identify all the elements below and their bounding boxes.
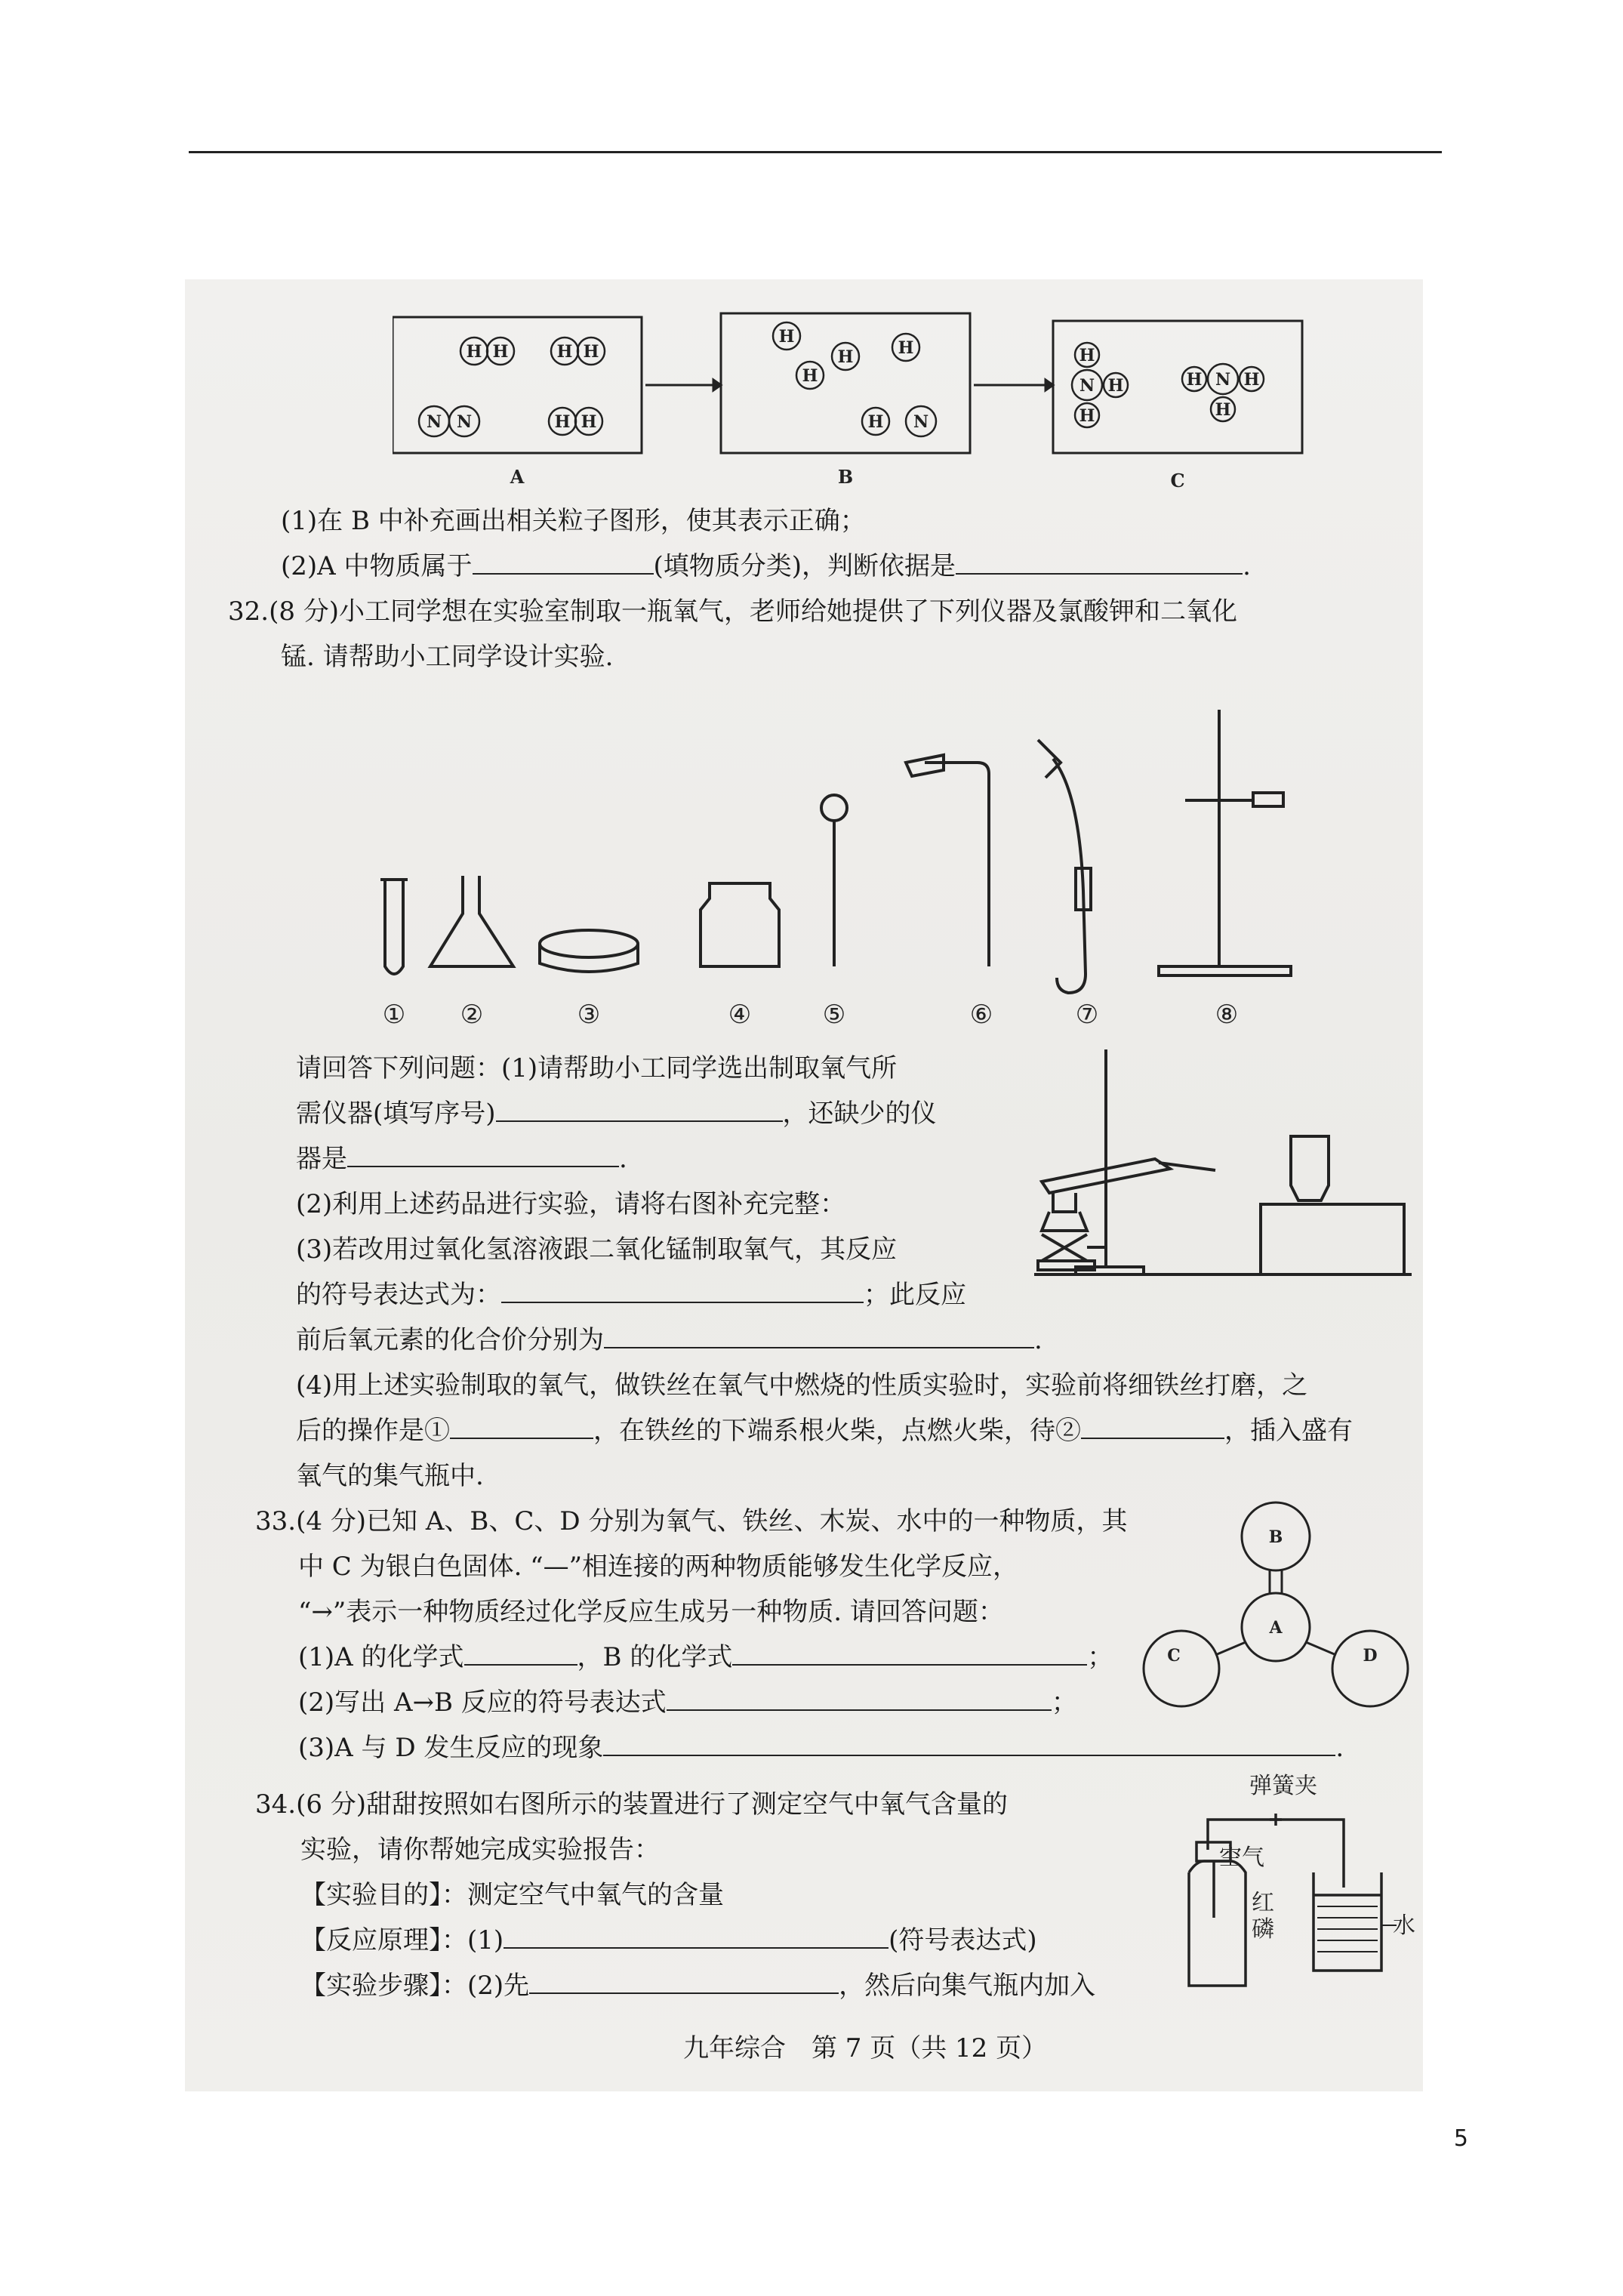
blank-a-d-phenomenon[interactable]	[603, 1729, 1335, 1756]
svg-text:H: H	[778, 327, 795, 347]
svg-text:N: N	[1079, 376, 1095, 396]
node-c: C	[1167, 1646, 1181, 1666]
q32-line-5: (3)若改用过氧化氢溶液跟二氧化锰制取氧气，其反应	[296, 1234, 898, 1265]
q32-line-7: 前后氧元素的化合价分别为 .	[296, 1321, 1042, 1359]
svg-text:H: H	[867, 412, 884, 432]
svg-text:H: H	[492, 342, 509, 362]
q32-line-8: (4)用上述实验制取的氧气，做铁丝在氧气中燃烧的性质实验时，实验前将细铁丝打磨，之	[296, 1370, 1308, 1401]
node-a: A	[1269, 1618, 1283, 1638]
svg-text:H: H	[581, 412, 597, 432]
label-8: ⑧	[1215, 1000, 1239, 1030]
svg-text:N: N	[913, 412, 929, 432]
label-water: 水	[1393, 1912, 1415, 1939]
q33-line-5: (2)写出 A→B 反应的符号表达式 ；	[298, 1684, 1077, 1721]
svg-text:H: H	[1186, 370, 1203, 390]
q31-part1: (1)在 B 中补充画出相关粒子图形，使其表示正确；	[281, 506, 866, 536]
panel-label-a: A	[510, 466, 525, 488]
node-b: B	[1268, 1527, 1283, 1547]
svg-text:H: H	[802, 366, 818, 386]
panel-label-c: C	[1170, 470, 1185, 491]
q32-line-2: 需仪器(填写序号) ，还缺少的仪	[296, 1095, 937, 1133]
svg-text:H: H	[583, 342, 599, 362]
svg-text:H: H	[1079, 346, 1095, 365]
label-clip: 弹簧夹	[1249, 1773, 1317, 1799]
heating-setup	[1034, 1049, 1412, 1284]
top-rule	[189, 151, 1442, 153]
q34-line-2: 实验，请你帮她完成实验报告：	[300, 1835, 660, 1865]
label-7: ⑦	[1075, 1000, 1099, 1030]
label-phosphorus-1: 红	[1252, 1890, 1274, 1916]
blank-a-to-b-equation[interactable]	[667, 1684, 1052, 1711]
q32-line-9: 后的操作是① ，在铁丝的下端系根火柴，点燃火柴，待② ，插入盛有	[296, 1412, 1353, 1450]
page-footer: 九年综合 第 7 页（共 12 页）	[683, 2033, 1048, 2063]
svg-text:H: H	[556, 342, 573, 362]
q33-line-3: “→”表示一种物质经过化学反应生成另一种物质. 请回答问题：	[298, 1597, 1004, 1627]
label-4: ④	[728, 1000, 752, 1030]
svg-text:N: N	[426, 412, 442, 432]
q32-line-10: 氧气的集气瓶中.	[296, 1461, 484, 1491]
svg-text:H: H	[898, 338, 914, 358]
svg-text:N: N	[456, 412, 473, 432]
q32-intro-1: 32.(8 分)小工同学想在实验室制取一瓶氧气，老师给她提供了下列仪器及氯酸钾和二氧化	[228, 596, 1238, 627]
blank-missing-instrument[interactable]	[347, 1140, 619, 1167]
svg-text:N: N	[1215, 370, 1231, 390]
molecule-diagram	[393, 302, 1344, 491]
label-2: ②	[460, 1000, 484, 1030]
blank-reaction-principle[interactable]	[504, 1922, 888, 1949]
blank-operation-1[interactable]	[450, 1412, 593, 1439]
blank-oxidation-state[interactable]	[604, 1321, 1034, 1348]
svg-text:H: H	[837, 347, 854, 367]
blank-reason[interactable]	[956, 547, 1243, 575]
q33-line-6: (3)A 与 D 发生反应的现象 .	[298, 1729, 1344, 1767]
label-1: ①	[382, 1000, 406, 1030]
q32-line-1: 请回答下列问题：(1)请帮助小工同学选出制取氧气所	[296, 1053, 898, 1083]
substance-relation-diagram	[1140, 1495, 1412, 1721]
page-number: 5	[1453, 2125, 1468, 2152]
q31-part2: (2)A 中物质属于 (填物质分类)，判断依据是 .	[281, 547, 1251, 585]
apparatus-row	[362, 695, 1344, 1034]
q32-line-4: (2)利用上述药品进行实验，请将右图补充完整：	[296, 1189, 846, 1219]
svg-text:H: H	[554, 412, 571, 432]
label-3: ③	[577, 1000, 601, 1030]
label-6: ⑥	[969, 1000, 993, 1030]
panel-label-b: B	[837, 466, 854, 488]
oxygen-content-apparatus	[1163, 1767, 1419, 1993]
q32-line-6: 的符号表达式为： ；此反应	[296, 1276, 966, 1314]
q34-line-3: 【实验目的】：测定空气中氧气的含量	[300, 1880, 724, 1910]
svg-text:H: H	[1243, 370, 1260, 390]
label-phosphorus-2: 磷	[1252, 1916, 1274, 1943]
q33-line-1: 33.(4 分)已知 A、B、C、D 分别为氧气、铁丝、木炭、水中的一种物质，其	[255, 1506, 1128, 1536]
blank-a-formula[interactable]	[464, 1638, 577, 1666]
q34-line-5: 【实验步骤】：(2)先 ，然后向集气瓶内加入	[300, 1967, 1095, 2005]
q33-line-4: (1)A 的化学式 ，B 的化学式 ；	[298, 1638, 1113, 1676]
blank-classification[interactable]	[473, 547, 654, 575]
blank-operation-2[interactable]	[1081, 1412, 1224, 1439]
q33-line-2: 中 C 为银白色固体. “—”相连接的两种物质能够发生化学反应，	[298, 1552, 1019, 1582]
label-air: 空气	[1219, 1845, 1264, 1871]
blank-instruments[interactable]	[496, 1095, 783, 1122]
label-5: ⑤	[822, 1000, 846, 1030]
svg-text:H: H	[1079, 406, 1095, 426]
q32-line-3: 器是 .	[296, 1140, 627, 1178]
blank-b-formula[interactable]	[732, 1638, 1087, 1666]
blank-step-first[interactable]	[529, 1967, 839, 1994]
q34-line-1: 34.(6 分)甜甜按照如右图所示的装置进行了测定空气中氧气含量的	[255, 1789, 1009, 1820]
svg-text:H: H	[466, 342, 482, 362]
svg-text:H: H	[1107, 376, 1124, 396]
blank-h2o2-equation[interactable]	[501, 1276, 864, 1303]
q32-intro-2: 锰. 请帮助小工同学设计实验.	[281, 642, 614, 672]
box-a	[393, 317, 642, 453]
q34-line-4: 【反应原理】：(1) (符号表达式)	[300, 1922, 1037, 1959]
svg-text:H: H	[1215, 400, 1231, 420]
node-d: D	[1363, 1646, 1378, 1666]
